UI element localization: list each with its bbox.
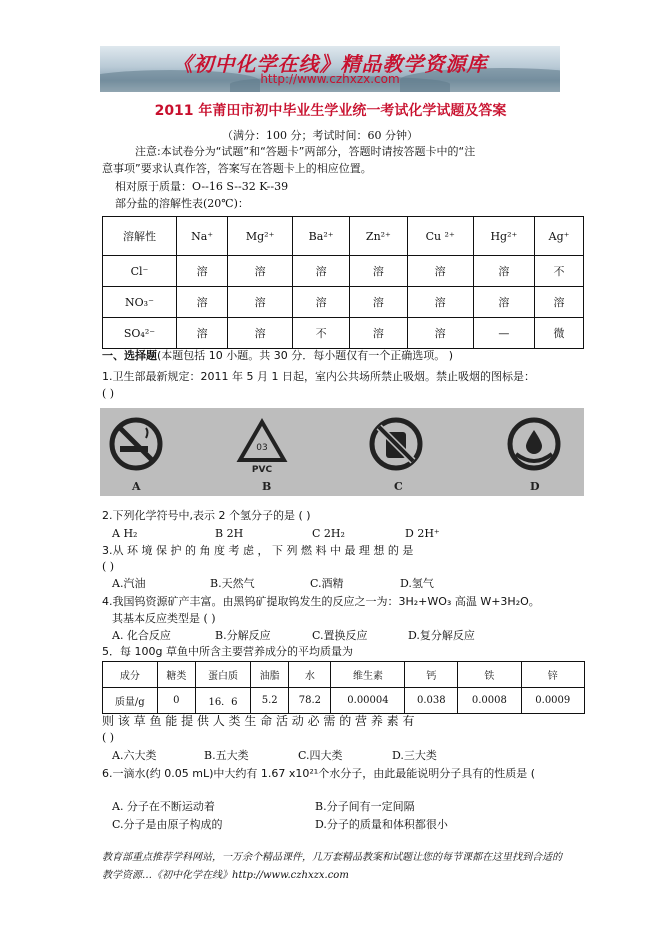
table-cell: 不 bbox=[293, 318, 350, 349]
table-cell: 溶 bbox=[535, 287, 584, 318]
table-header-row bbox=[103, 662, 585, 688]
no-smoking-icons-image bbox=[100, 408, 584, 496]
q3-option-c: C.酒精 bbox=[310, 577, 344, 590]
question-3-paren: ( ) bbox=[102, 560, 115, 573]
nutrition-table bbox=[102, 661, 585, 714]
header-cell: 钙 bbox=[405, 662, 458, 688]
atomic-mass-line: 相对原于质量：O--16 S--32 K--39 bbox=[115, 180, 289, 193]
table-cell: 溶 bbox=[350, 287, 407, 318]
table-cell: 0.0009 bbox=[521, 688, 584, 714]
header-cell: 成分 bbox=[103, 662, 158, 688]
q2-option-b: B 2H bbox=[215, 527, 244, 540]
header-banner bbox=[100, 46, 560, 92]
table-cell: 溶 bbox=[407, 287, 473, 318]
recycle-pvc-icon bbox=[232, 414, 292, 474]
header-cell: Ba²⁺ bbox=[293, 217, 350, 256]
question-2-text: 2.下列化学符号中,表示 2 个氢分子的是 ( ) bbox=[102, 509, 311, 522]
footer-promo bbox=[102, 849, 582, 885]
table-row bbox=[103, 688, 585, 714]
exam-meta: （满分：100 分；考试时间：60 分钟） bbox=[222, 129, 418, 142]
header-cell: Mg²⁺ bbox=[228, 217, 293, 256]
water-drop-icon bbox=[504, 414, 564, 474]
table-cell: 0.038 bbox=[405, 688, 458, 714]
table-row bbox=[103, 256, 584, 287]
option-label-c: C bbox=[394, 480, 403, 493]
section-title: 一、选择题 bbox=[102, 349, 157, 362]
q5-option-d: D.三大类 bbox=[392, 749, 437, 762]
table-cell: 0 bbox=[157, 688, 195, 714]
table-cell: 溶 bbox=[176, 318, 227, 349]
table-caption: 部分盐的溶解性表(20℃)： bbox=[115, 197, 249, 210]
q3-option-b: B.天然气 bbox=[210, 577, 255, 590]
question-5-text: 5．每 100g 草鱼中所含主要营养成分的平均质量为 bbox=[102, 645, 353, 658]
recycle-material-label: PVC bbox=[251, 465, 273, 474]
header-cell: 糖类 bbox=[157, 662, 195, 688]
table-cell: 溶 bbox=[176, 287, 227, 318]
header-cell: 锌 bbox=[521, 662, 584, 688]
option-label-d: D bbox=[530, 480, 540, 493]
table-cell: 微 bbox=[535, 318, 584, 349]
section-heading bbox=[102, 349, 453, 363]
table-cell: SO₄²⁻ bbox=[103, 318, 177, 349]
table-cell: 0.0008 bbox=[458, 688, 521, 714]
question-5-paren: ( ) bbox=[102, 731, 115, 744]
q4-option-a: A. 化合反应 bbox=[112, 629, 171, 642]
q4-option-d: D.复分解反应 bbox=[408, 629, 475, 642]
question-1-paren: ( ) bbox=[102, 387, 115, 400]
footer-line-1: 教育部重点推荐学科网站，一万余个精品课件，几万套精品教案和试题让您的每节课都在这里找到合适的 bbox=[102, 852, 562, 863]
question-6-text: 6.一滴水(约 0.05 mL)中大约有 1.67 x10²¹个水分子，由此最能说明分子具有的性质是 ( bbox=[102, 767, 536, 780]
header-cell: Na⁺ bbox=[176, 217, 227, 256]
table-cell: 16．6 bbox=[196, 688, 251, 714]
q5-option-c: C.四大类 bbox=[298, 749, 343, 762]
q3-option-d: D.氢气 bbox=[400, 577, 434, 590]
table-cell: 溶 bbox=[407, 256, 473, 287]
header-cell: 溶解性 bbox=[103, 217, 177, 256]
table-cell: 溶 bbox=[293, 287, 350, 318]
question-5-after: 则 该 草 鱼 能 提 供 人 类 生 命 活 动 必 需 的 营 养 素 有 bbox=[102, 714, 415, 728]
banner-title: 《初中化学在线》精品教学资源库 bbox=[172, 52, 488, 76]
table-cell: 溶 bbox=[228, 318, 293, 349]
question-4-sub: 其基本反应类型是 ( ) bbox=[112, 612, 216, 625]
header-cell: 水 bbox=[289, 662, 331, 688]
table-cell: 溶 bbox=[176, 256, 227, 287]
header-cell: 维生素 bbox=[331, 662, 405, 688]
header-cell: 油脂 bbox=[251, 662, 289, 688]
q5-option-a: A.六大类 bbox=[112, 749, 157, 762]
question-4-text: 4.我国钨资源矿产丰富。由黑钨矿提取钨发生的反应之一为：3H₂+WO₃ 高温 W+3H₂O。 bbox=[102, 595, 540, 608]
table-cell: Cl⁻ bbox=[103, 256, 177, 287]
q4-option-c: C.置换反应 bbox=[312, 629, 368, 642]
table-cell: 溶 bbox=[350, 318, 407, 349]
table-row bbox=[103, 318, 584, 349]
header-cell: 铁 bbox=[458, 662, 521, 688]
q2-option-d: D 2H⁺ bbox=[405, 527, 440, 540]
table-cell: 溶 bbox=[473, 287, 534, 318]
table-cell: 溶 bbox=[293, 256, 350, 287]
recycle-code-label: 03 bbox=[256, 443, 268, 453]
option-label-b: B bbox=[262, 480, 272, 493]
table-cell: NO₃⁻ bbox=[103, 287, 177, 318]
page-title: 2011 年莆田市初中毕业生学业统一考试化学试题及答案 bbox=[154, 103, 507, 119]
header-cell: Ag⁺ bbox=[535, 217, 584, 256]
table-cell: 78.2 bbox=[289, 688, 331, 714]
table-cell: 5.2 bbox=[251, 688, 289, 714]
table-cell: 溶 bbox=[228, 256, 293, 287]
header-cell: 蛋白质 bbox=[196, 662, 251, 688]
banner-url[interactable]: http://www.czhxzx.com bbox=[260, 72, 400, 86]
q6-option-d: D.分子的质量和体积都很小 bbox=[315, 818, 448, 831]
table-cell: 溶 bbox=[407, 318, 473, 349]
table-header-row bbox=[103, 217, 584, 256]
section-desc: (本题包括 10 小题。共 30 分．每小题仅有一个正确选项。 ) bbox=[157, 349, 454, 362]
footer-line-2[interactable]: 教学资源…《初中化学在线》http://www.czhxzx.com bbox=[102, 870, 349, 881]
q5-option-b: B.五大类 bbox=[204, 749, 249, 762]
no-dumping-icon bbox=[366, 414, 426, 474]
notice-line-1: 注意:本试卷分为“试题”和“答题卡”两部分，答题时请按答题卡中的“注 bbox=[135, 145, 476, 158]
q2-option-a: A H₂ bbox=[112, 527, 138, 540]
table-cell: 溶 bbox=[350, 256, 407, 287]
option-label-a: A bbox=[132, 480, 141, 493]
q4-option-b: B.分解反应 bbox=[215, 629, 271, 642]
header-cell: Zn²⁺ bbox=[350, 217, 407, 256]
table-cell: 0.00004 bbox=[331, 688, 405, 714]
q6-option-a: A. 分子在不断运动着 bbox=[112, 800, 215, 813]
question-3-text: 3.从 环 境 保 护 的 角 度 考 虑 ， 下 列 燃 料 中 最 理 想 的 是 bbox=[102, 544, 414, 557]
table-row bbox=[103, 287, 584, 318]
header-cell: Hg²⁺ bbox=[473, 217, 534, 256]
table-cell: 质量/g bbox=[103, 688, 158, 714]
table-cell: 溶 bbox=[228, 287, 293, 318]
notice-line-2: 意事项”要求认真作答，答案写在答题卡上的相应位置。 bbox=[102, 162, 372, 175]
table-cell: — bbox=[473, 318, 534, 349]
header-cell: Cu ²⁺ bbox=[407, 217, 473, 256]
no-smoking-icon bbox=[106, 414, 166, 474]
q6-option-c: C.分子是由原子构成的 bbox=[112, 818, 223, 831]
solubility-table bbox=[102, 216, 584, 349]
q6-option-b: B.分子间有一定间隔 bbox=[315, 800, 415, 813]
q2-option-c: C 2H₂ bbox=[312, 527, 345, 540]
table-cell: 不 bbox=[535, 256, 584, 287]
q3-option-a: A.汽油 bbox=[112, 577, 146, 590]
question-1-text: 1.卫生部最新规定：2011 年 5 月 1 日起，室内公共场所禁止吸烟。禁止吸烟的图标是： bbox=[102, 370, 535, 383]
table-cell: 溶 bbox=[473, 256, 534, 287]
